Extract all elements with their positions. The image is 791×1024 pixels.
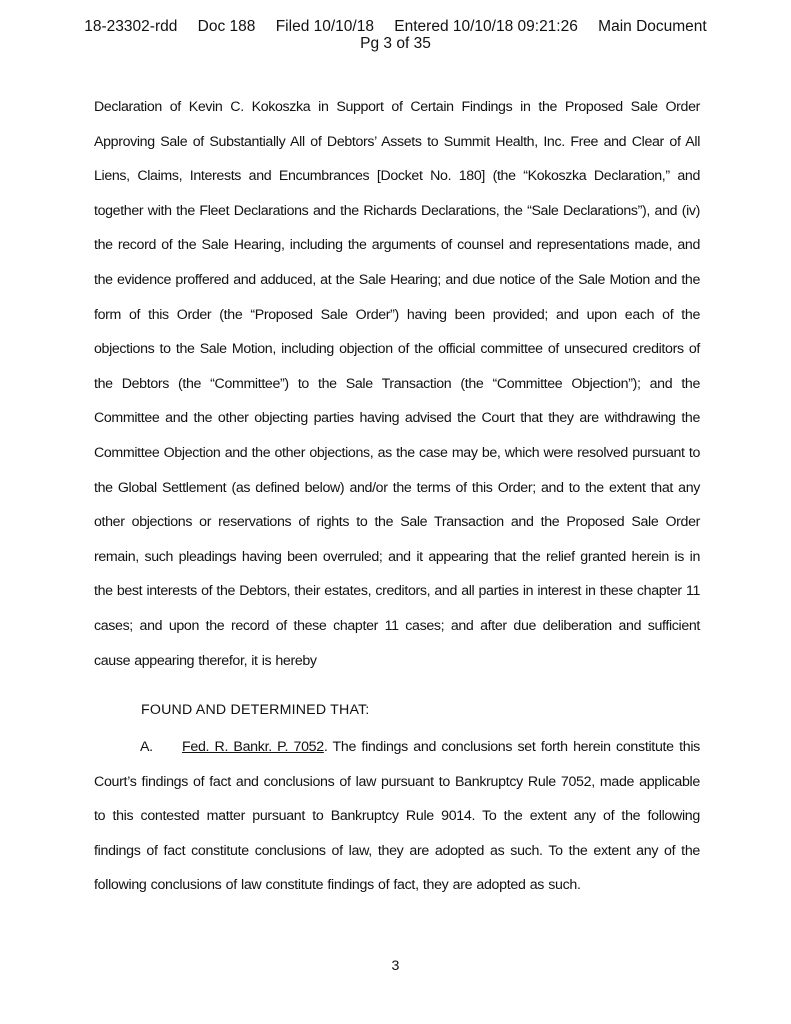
main-document-label: Main Document (598, 18, 707, 35)
paragraph-a-text: . The findings and conclusions set forth herein constitute this Court’s findings of fact and conclusions of law pursuant to Bankruptcy Rule 7052, made applicable to this contested matter pursuant to Bankruptcy Rule 9014. To the extent any of the following findings of fact constitute conclusions of law, they are adopted as such. To the extent any of the following conclusions of law constitute findings of fact, they are adopted as such. (94, 739, 700, 894)
doc-number: Doc 188 (197, 18, 256, 35)
body-paragraph-continued (94, 90, 700, 678)
court-filing-header (0, 18, 791, 52)
page-number: 3 (391, 958, 400, 974)
paragraph-text: Declaration of Kevin C. Kokoszka in Support of Certain Findings in the Proposed Sale Order Approving Sale of Substantially All of Debtors’ Assets to Summit Health, Inc. Free and Clear of All Liens, Claims, Interests and Encumbrances [Docket No. 180] (the “Kokoszka Declaration,” and together with the Fleet Declarations and the Richards Declarations, the “Sale Declarations”), and (iv) the record of the Sale Hearing, including the arguments of counsel and representations made, and the evidence proffered and adduced, at the Sale Hearing; and due notice of the Sale Motion and the form of this Order (the “Proposed Sale Order”) having been provided; and upon each of the objections to the Sale Motion, including objection of the official committee of unsecured creditors of the Debtors (the “Committee”) to the Sale Transaction (the “Committee Objection”); and the Committee and the other objecting parties having advised the Court that they are withdrawing the Committee Objection and the other objections, as the case may be, which were resolved pursuant to the Global Settlement (as defined below) and/or the terms of this Order; and to the extent that any other objections or reservations of rights to the Sale Transaction and the Proposed Sale Order remain, such pleadings having been overruled; and it appearing that the relief granted herein is in the best interests of the Debtors, their estates, creditors, and all parties in interest in these chapter 11 cases; and upon the record of these chapter 11 cases; and after due deliberation and sufficient cause appearing therefor, it is hereby (94, 99, 700, 669)
paragraph-heading: Fed. R. Bankr. P. 7052 (182, 739, 324, 755)
case-number: 18-23302-rdd (84, 18, 178, 35)
header-filing-info (0, 18, 791, 35)
entered-date: Entered 10/10/18 09:21:26 (394, 18, 578, 35)
page-count: Pg 3 of 35 (360, 35, 431, 52)
found-and-determined-heading: FOUND AND DETERMINED THAT: (141, 702, 370, 718)
filed-date: Filed 10/10/18 (275, 18, 374, 35)
finding-paragraph-a (94, 730, 700, 903)
paragraph-marker: A. (140, 739, 153, 755)
